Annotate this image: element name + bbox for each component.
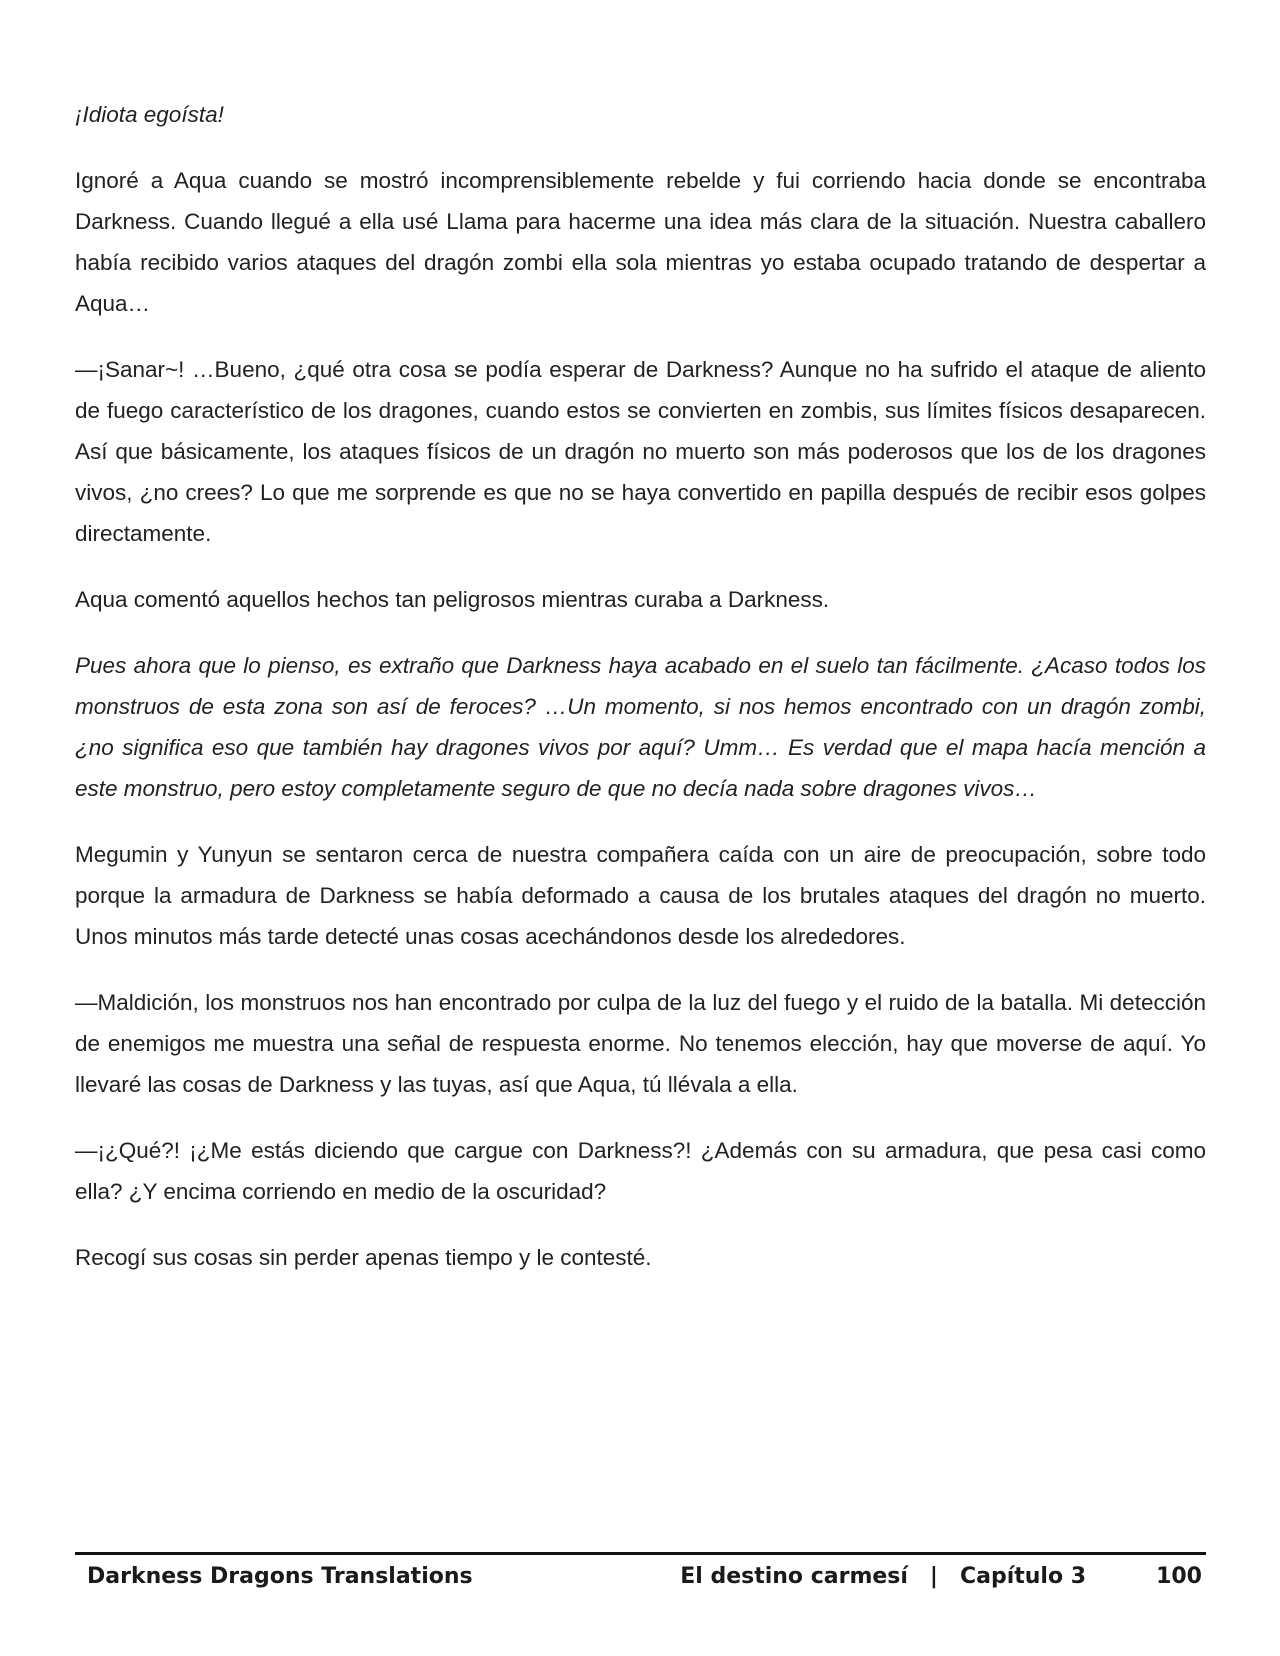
footer-separator: | <box>929 1564 938 1589</box>
page-body <box>75 94 1206 1303</box>
footer-chapter: Capítulo 3 <box>959 1564 1087 1589</box>
paragraph: Ignoré a Aqua cuando se mostró incomprensiblemente rebelde y fui corriendo hacia donde se encontraba Darkness. Cuando llegué a ella usé Llama para hacerme una idea más clara de la situación. Nuestra caballero había recibido varios ataques del dragón zombi ella sola mientras yo estaba ocupado tratando de despertar a Aqua… <box>75 168 1206 316</box>
footer-right-group <box>680 1564 1202 1589</box>
paragraph: Pues ahora que lo pienso, es extraño que Darkness haya acabado en el suelo tan fácilmente. ¿Acaso todos los monstruos de esta zona son así de feroces? …Un momento, si nos hemos encontrado con un dragón zombi, ¿no significa eso que también hay dragones vivos por aquí? Umm… Es verdad que el mapa hacía mención a este monstruo, pero estoy completamente seguro de que no decía nada sobre dragones vivos… <box>75 653 1206 801</box>
footer-book-title: El destino carmesí <box>680 1564 908 1589</box>
paragraph: —¡¿Qué?! ¡¿Me estás diciendo que cargue con Darkness?! ¿Además con su armadura, que pesa casi como ella? ¿Y encima corriendo en medio de la oscuridad? <box>75 1138 1206 1204</box>
page-footer <box>87 1564 1202 1594</box>
paragraph: Aqua comentó aquellos hechos tan peligrosos mientras curaba a Darkness. <box>75 587 830 612</box>
paragraph: Recogí sus cosas sin perder apenas tiempo y le contesté. <box>75 1245 652 1270</box>
paragraph: —Maldición, los monstruos nos han encontrado por culpa de la luz del fuego y el ruido de la batalla. Mi detección de enemigos me muestra una señal de respuesta enorme. No tenemos elección, hay que moverse de aquí. Yo llevaré las cosas de Darkness y las tuyas, así que Aqua, tú llévala a ella. <box>75 990 1206 1097</box>
footer-publisher: Darkness Dragons Translations <box>87 1564 473 1589</box>
footer-divider <box>75 1552 1206 1555</box>
paragraph: ¡Idiota egoísta! <box>75 102 224 127</box>
paragraph: Megumin y Yunyun se sentaron cerca de nuestra compañera caída con un aire de preocupación, sobre todo porque la armadura de Darkness se había deformado a causa de los brutales ataques del dragón no muerto. Unos minutos más tarde detecté unas cosas acechándonos desde los alrededores. <box>75 842 1206 949</box>
page-number: 100 <box>1156 1564 1202 1589</box>
paragraph: —¡Sanar~! …Bueno, ¿qué otra cosa se podía esperar de Darkness? Aunque no ha sufrido el ataque de aliento de fuego característico de los dragones, cuando estos se convierten en zombis, sus límites físicos desaparecen. Así que básicamente, los ataques físicos de un dragón no muerto son más poderosos que los de los dragones vivos, ¿no crees? Lo que me sorprende es que no se haya convertido en papilla después de recibir esos golpes directamente. <box>75 357 1206 546</box>
